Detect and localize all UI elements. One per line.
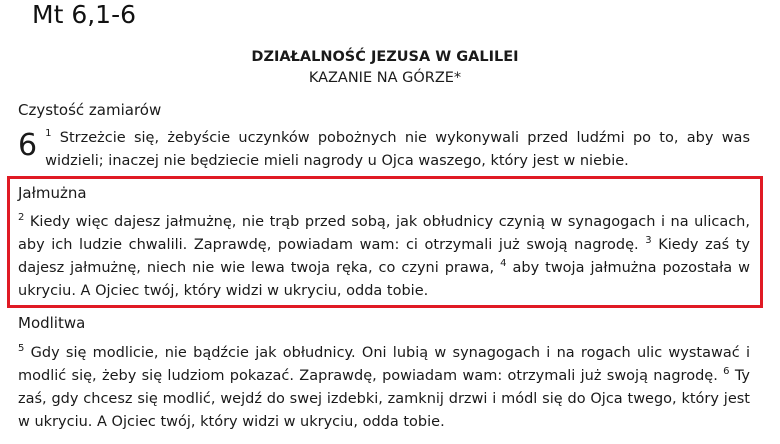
verse-number-5: 5: [18, 343, 25, 354]
verse-text-2: Kiedy więc dajesz jałmużnę, nie trąb przed sobą, jak obłudnicy czynią w synagogach i na ulicach, aby ich ludzie chwalili. Zaprawdę, powiadam wam: ci otrzymali już swoją nagrodę.: [18, 214, 750, 253]
chapter-number: 6: [18, 128, 38, 163]
verse-block-1: [18, 127, 750, 173]
section-title: DZIAŁALNOŚĆ JEZUSA W GALILEI: [251, 49, 519, 65]
verse-text-5: Gdy się modlicie, nie bądźcie jak obłudnicy. Oni lubią w synagogach i na rogach ulic wystawać i modlić się, żeby się ludziom pokazać. Zaprawdę, powiadam wam: otrzymali już swoją nagrodę.: [18, 345, 750, 384]
verse-number-1: 1: [45, 128, 52, 139]
heading-jalmuzna: Jałmużna: [18, 184, 87, 202]
heading-modlitwa: Modlitwa: [18, 314, 86, 332]
verse-number-6: 6: [723, 366, 730, 377]
scripture-reference: Mt 6,1-6: [32, 0, 137, 29]
verse-number-2: 2: [18, 212, 25, 223]
section-subtitle: KAZANIE NA GÓRZE*: [308, 70, 462, 86]
verse-text-1: Strzeżcie się, żebyście uczynków pobożnych nie wykonywali przed ludźmi po to, aby was widzieli; inaczej nie będziecie mieli nagrody u Ojca waszego, który jest w niebie.: [45, 130, 750, 169]
verse-text-6: Ty zaś, gdy chcesz się modlić, wejdź do swej izdebki, zamknij drzwi i módl się do Ojca twego, który jest w ukryciu. A Ojciec twój, który widzi w ukryciu, odda tobie.: [18, 368, 750, 430]
verse-text-4: aby twoja jałmużna pozostała w ukryciu. A Ojciec twój, który widzi w ukryciu, odda tobie.: [18, 260, 750, 299]
heading-czystosc-zamiarow: Czystość zamiarów: [18, 101, 162, 119]
verse-number-3: 3: [645, 235, 652, 246]
verse-number-4: 4: [500, 258, 507, 269]
verse-block-3: [18, 342, 750, 434]
verse-block-2: [18, 211, 750, 303]
verse-text-3: Kiedy zaś ty dajesz jałmużnę, niech nie wie lewa twoja ręka, co czyni prawa,: [18, 237, 750, 276]
